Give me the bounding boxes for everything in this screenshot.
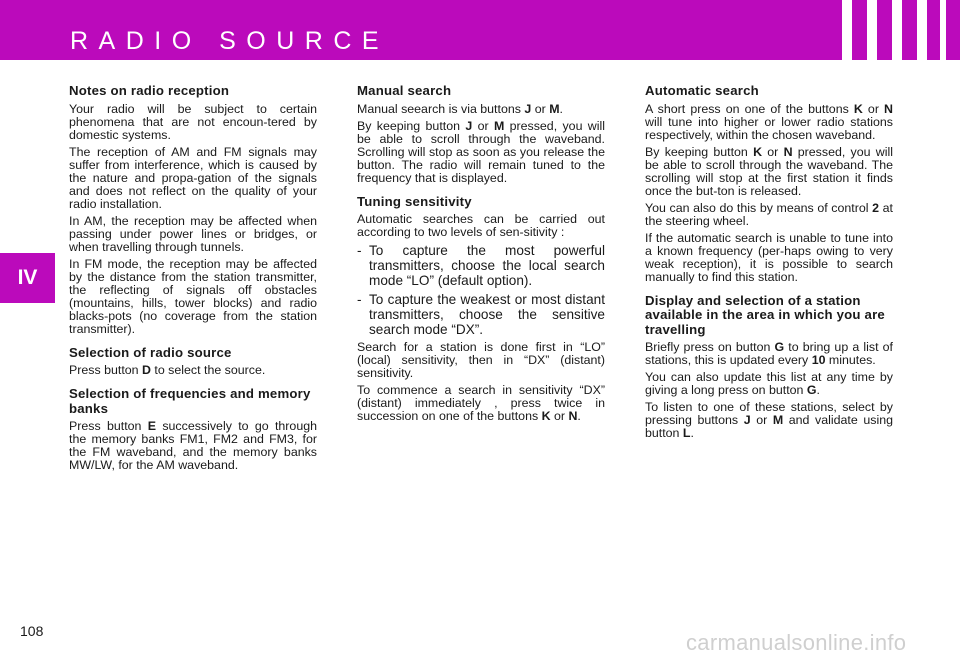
header-stripe <box>842 0 852 60</box>
list-item: - To capture the weakest or most distant transmitters, choose the sensitive search mode “DX”. <box>357 292 605 337</box>
button-key: J <box>465 118 473 133</box>
button-key: K <box>853 101 863 116</box>
watermark: carmanualsonline.info <box>686 630 907 655</box>
section-heading: Selection of radio source <box>69 344 232 360</box>
paragraph: You can also update this list at any time by giving a long press on button G. <box>645 370 893 397</box>
section-heading: Display and selection of a station available in the area in which you are travelling <box>645 292 885 337</box>
paragraph: Briefly press on button G to bring up a list of stations, this is updated every 10 minutes. <box>645 340 893 367</box>
paragraph: A short press on one of the buttons K or N will tune into higher or lower radio stations respectively, within the chosen waveband. <box>645 101 893 142</box>
chapter-tab[interactable]: IV <box>0 253 55 303</box>
paragraph: By keeping button K or N pressed, you will be able to scroll through the waveband. The scrolling will stop at the first station it finds once the but-ton is released. <box>645 144 893 198</box>
dash-bullet: - <box>357 243 362 258</box>
button-key: J <box>743 413 751 427</box>
paragraph: If the automatic search is unable to tune into a known frequency (per-haps owing to very weak reception), it is possible to search manually to find this station. <box>645 230 893 284</box>
paragraph: In AM, the reception may be affected when passing under power lines or bridges, or when travelling through tunnels. <box>69 213 317 254</box>
button-key: L <box>682 426 691 440</box>
paragraph: Press button E successively to go through the memory banks FM1, FM2 and FM3, for the FM waveband, and the memory banks MW/LW, for the AM waveband. <box>69 419 317 472</box>
button-key: E <box>147 419 157 433</box>
column-middle <box>357 84 605 423</box>
page-title: RADIO SOURCE <box>70 27 390 55</box>
button-key: K <box>541 409 551 423</box>
section-heading: Notes on radio reception <box>69 83 230 98</box>
paragraph: Press button D to select the source. <box>69 363 266 377</box>
button-key: D <box>142 363 151 377</box>
minutes-value: 10 <box>811 353 826 367</box>
paragraph: In FM mode, the reception may be affected by the distance from the station transmitter, the reflecting of signals off obstacles (mountains, hills, tower blocks) and radio blacks-pots (no coverage from the station transmitter). <box>69 256 317 336</box>
button-key: N <box>568 409 578 423</box>
section-heading: Automatic search <box>645 83 759 98</box>
button-key: M <box>772 413 784 427</box>
paragraph: Your radio will be subject to certain phenomena that are not encoun-tered by domestic systems. <box>69 101 317 142</box>
paragraph: Manual seearch is via buttons J or M. <box>357 101 563 116</box>
paragraph: By keeping button J or M pressed, you will be able to scroll through the waveband. Scrolling will stop as soon as you release the button. The radio will remain tuned to the frequency that is displayed. <box>357 118 606 185</box>
paragraph: The reception of AM and FM signals may suffer from interference, which is caused by the nature and propa-gation of the signals and does not reflect on the quality of your radio installation. <box>69 144 317 211</box>
dash-bullet: - <box>357 292 362 307</box>
header-stripe <box>867 0 877 60</box>
section-heading: Selection of frequencies and memory banks <box>69 386 311 416</box>
header-stripe <box>940 0 946 60</box>
column-left <box>69 84 317 472</box>
button-key: G <box>774 340 785 354</box>
column-right <box>645 84 893 440</box>
section-heading: Manual search <box>357 83 452 98</box>
list-item: - To capture the most powerful transmitters, choose the local search mode “LO” (default option). <box>357 243 605 288</box>
page-number: 108 <box>20 623 44 639</box>
button-key: M <box>549 101 560 116</box>
paragraph: Automatic searches can be carried out according to two levels of sen-sitivity : <box>357 212 605 239</box>
button-key: N <box>783 144 793 159</box>
paragraph: You can also do this by means of control 2 at the steering wheel. <box>645 200 893 228</box>
button-key: G <box>806 383 817 397</box>
button-key: J <box>524 101 532 116</box>
section-heading: Tuning sensitivity <box>357 193 472 209</box>
header-stripe <box>892 0 902 60</box>
button-key: N <box>884 101 893 116</box>
paragraph: To listen to one of these stations, select by pressing buttons J or M and validate using button L. <box>645 400 893 440</box>
button-key: K <box>753 144 763 159</box>
header-stripe <box>917 0 927 60</box>
button-key: M <box>493 118 505 133</box>
button-key: 2 <box>872 200 880 215</box>
paragraph: To commence a search in sensitivity “DX” (distant) immediately , press twice in succession on one of the buttons K or N. <box>357 383 605 423</box>
header-banner <box>0 0 960 60</box>
paragraph: Search for a station is done first in “LO” (local) sensitivity, then in “DX” (distant) sensitivity. <box>357 340 605 380</box>
